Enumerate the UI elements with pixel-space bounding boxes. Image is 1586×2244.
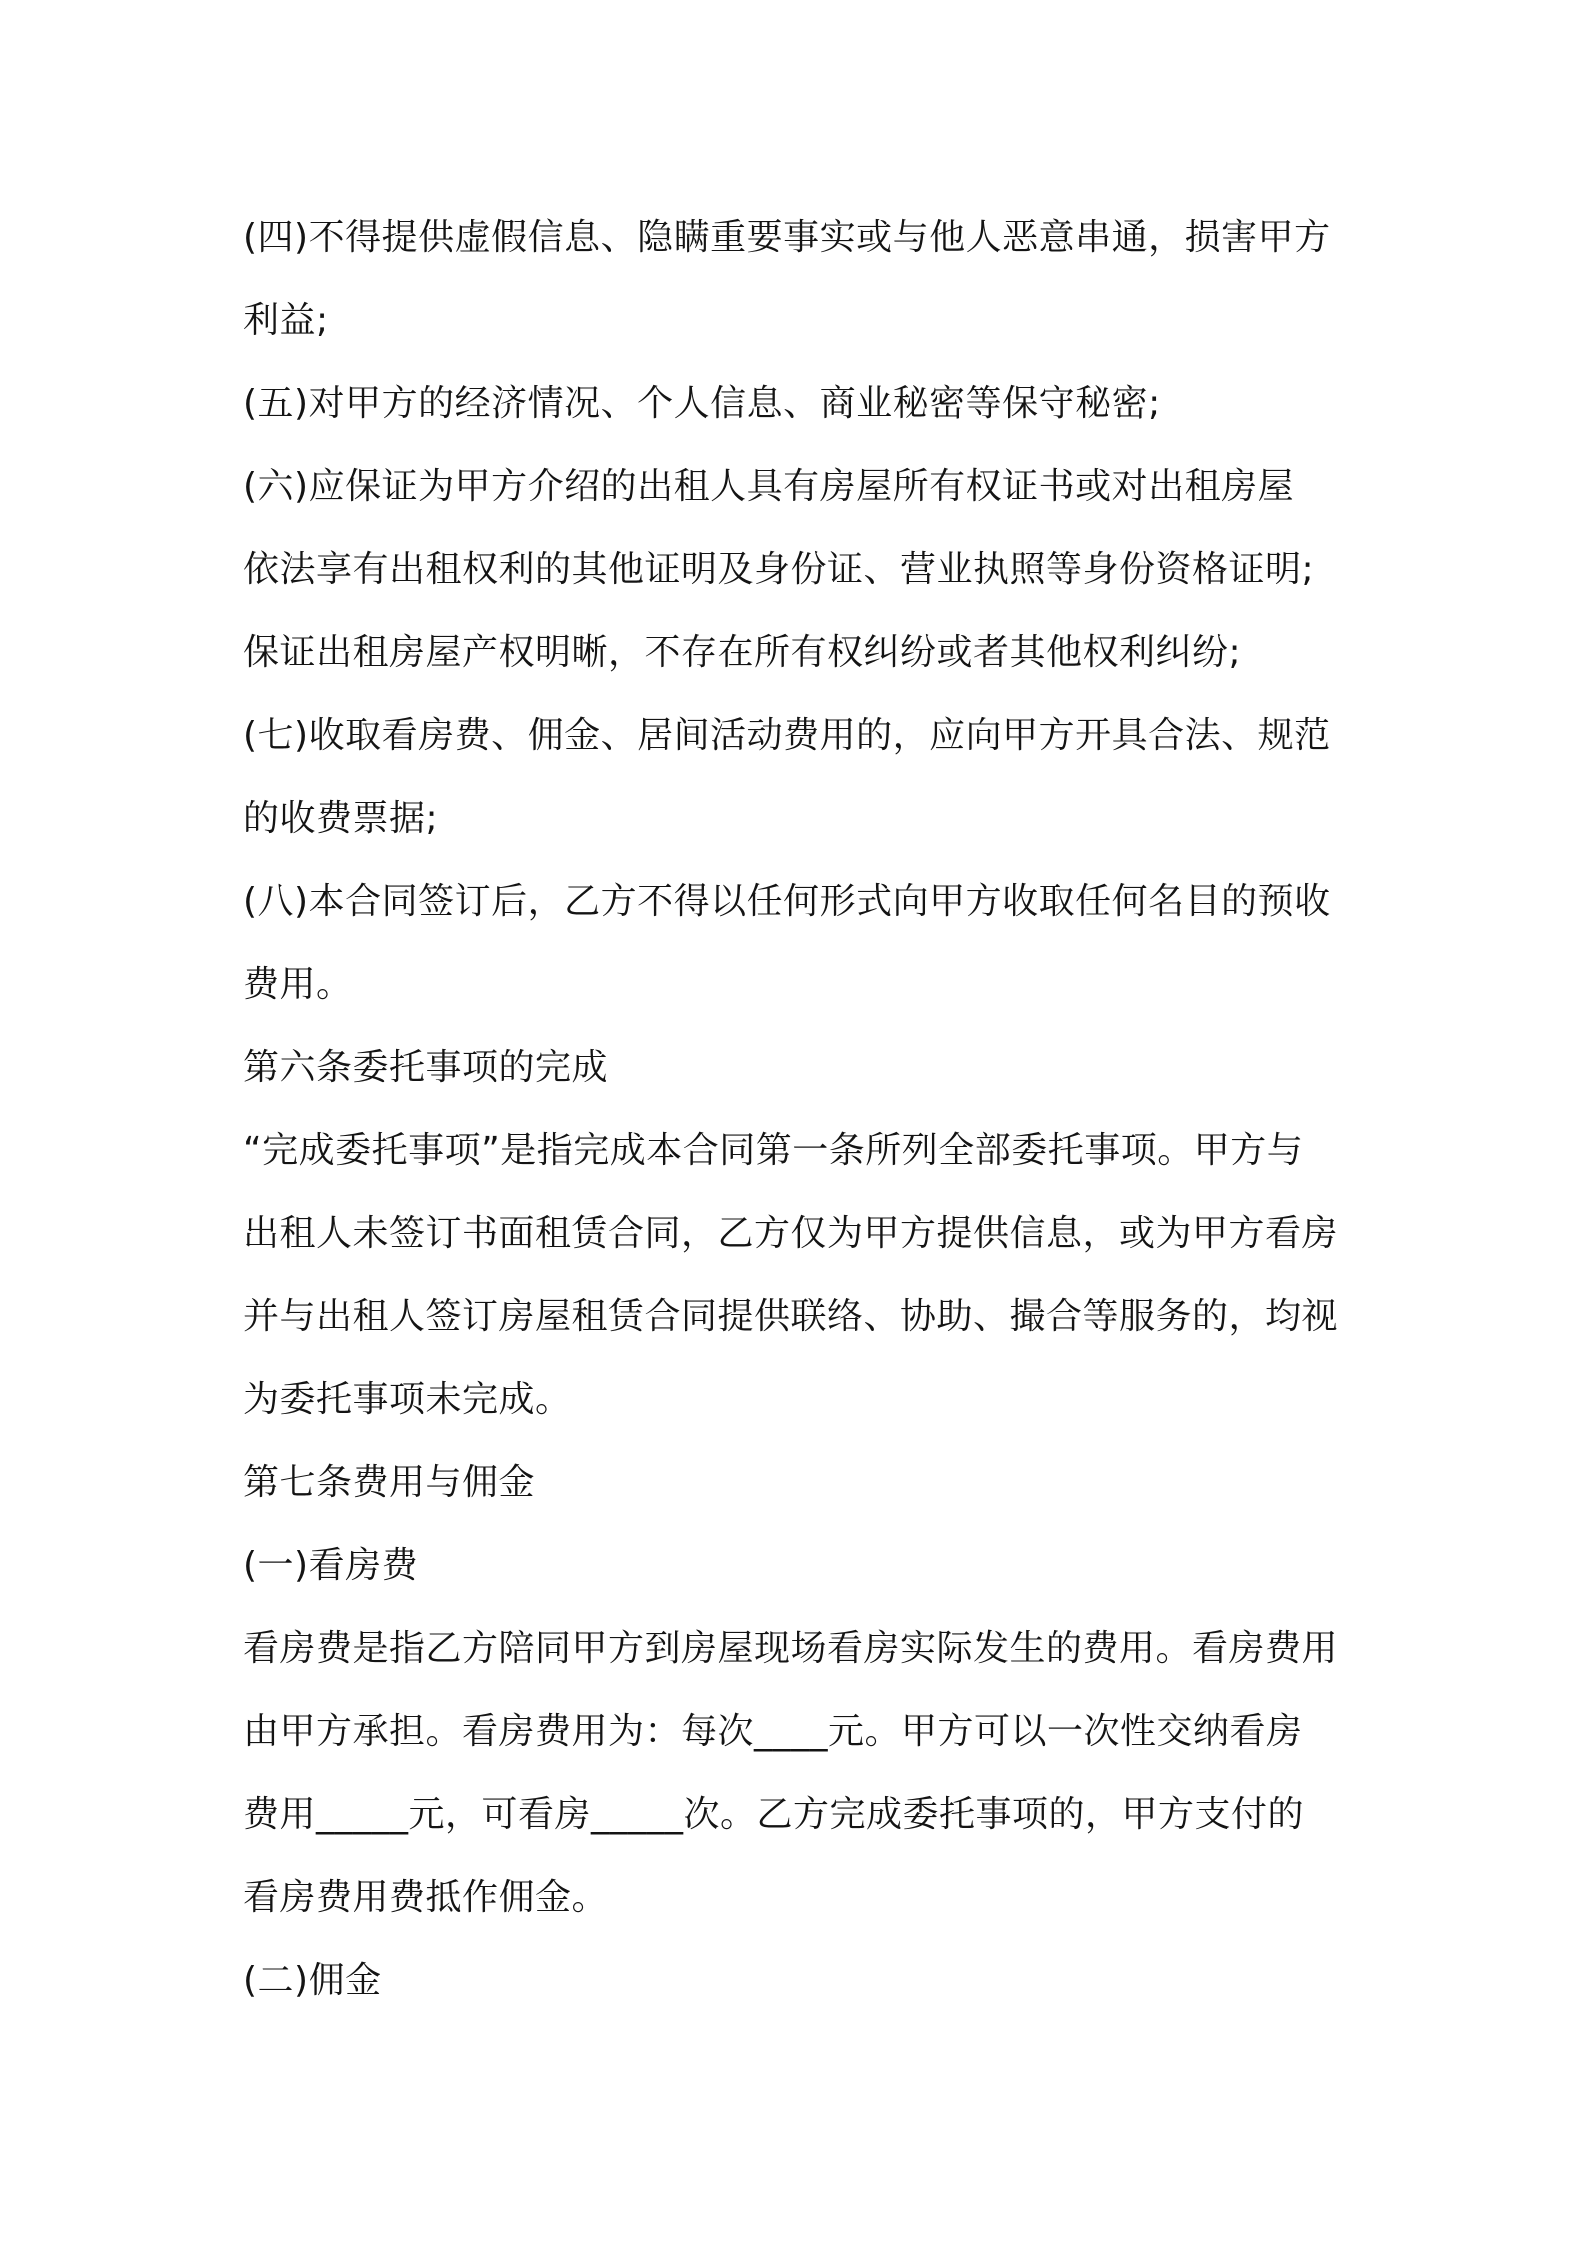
text-line: (八)本合同签订后，乙方不得以任何形式向甲方收取任何名目的预收	[243, 881, 1331, 922]
text-line: 看房费用费抵作佣金。	[243, 1877, 609, 1918]
text-line: 保证出租房屋产权明晰，不存在所有权纠纷或者其他权利纠纷;	[243, 632, 1242, 673]
text-line: 为委托事项未完成。	[243, 1379, 572, 1420]
text-line: “完成委托事项”是指完成本合同第一条所列全部委托事项。甲方与	[243, 1130, 1304, 1171]
text-line: 依法享有出租权利的其他证明及身份证、营业执照等身份资格证明;	[243, 549, 1315, 590]
text-line: (七)收取看房费、佣金、居间活动费用的，应向甲方开具合法、规范	[243, 715, 1331, 756]
text-line: 利益;	[243, 300, 329, 341]
text-line: 看房费是指乙方陪同甲方到房屋现场看房实际发生的费用。看房费用	[243, 1628, 1339, 1669]
text-line: (六)应保证为甲方介绍的出租人具有房屋所有权证书或对出租房屋	[243, 466, 1295, 507]
document-body	[243, 196, 1363, 2022]
text-line: (四)不得提供虚假信息、隐瞒重要事实或与他人恶意串通，损害甲方	[243, 217, 1331, 258]
text-line: 的收费票据;	[243, 798, 439, 839]
text-line: 费用。	[243, 964, 353, 1005]
text-line: 费用_____元，可看房_____次。乙方完成委托事项的，甲方支付的	[243, 1794, 1305, 1835]
text-line: 由甲方承担。看房费用为：每次____元。甲方可以一次性交纳看房	[243, 1711, 1303, 1752]
section-heading: 第六条委托事项的完成	[243, 1047, 609, 1088]
subsection-heading: (一)看房费	[243, 1545, 419, 1586]
subsection-heading: (二)佣金	[243, 1960, 382, 2001]
section-heading: 第七条费用与佣金	[243, 1462, 536, 1503]
text-line: (五)对甲方的经济情况、个人信息、商业秘密等保守秘密;	[243, 383, 1161, 424]
text-line: 出租人未签订书面租赁合同，乙方仅为甲方提供信息，或为甲方看房	[243, 1213, 1339, 1254]
text-line: 并与出租人签订房屋租赁合同提供联络、协助、撮合等服务的，均视	[243, 1296, 1339, 1337]
